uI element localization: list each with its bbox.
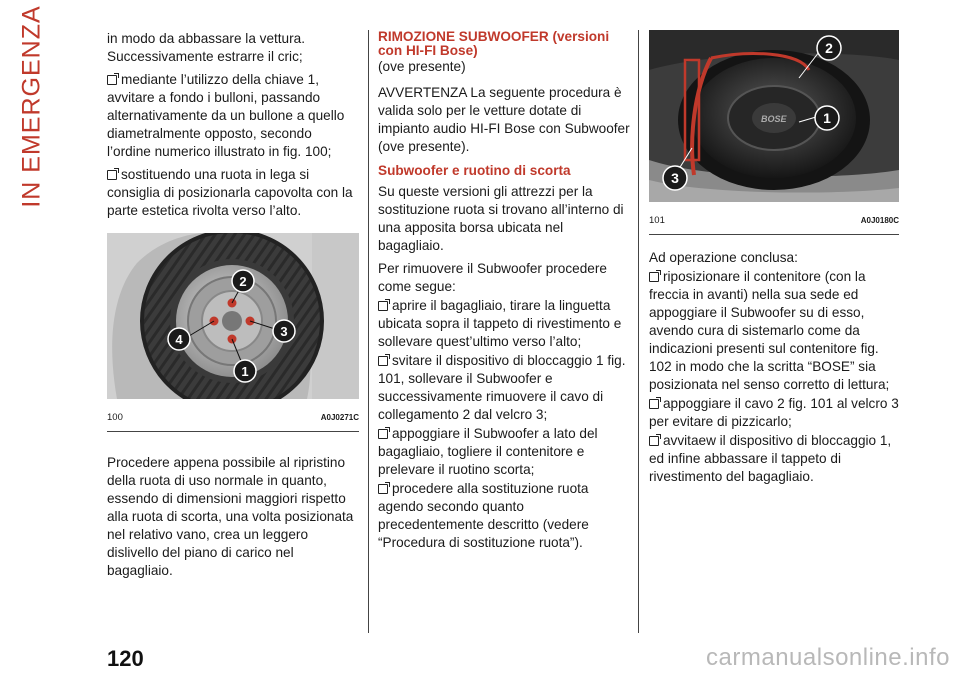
callout-3: [273, 320, 295, 342]
checkbox-bullet-icon: [649, 272, 659, 282]
section-heading: RIMOZIONE SUBWOOFER (versioni con HI-FI Bose): [378, 29, 610, 58]
bullet-item: svitare il dispositivo di bloccaggio 1 fig. 101, sollevare il Subwoofer e successivamente rimuovere il cavo di collegamento 2 dal velcro 3;: [378, 353, 626, 422]
column-divider: [368, 30, 369, 633]
checkbox-bullet-icon: [378, 429, 388, 439]
subheading-note: (ove presente): [378, 59, 466, 74]
bullet-item: mediante l’utilizzo della chiave 1, avvitare a fondo i bulloni, passando alternativamente da un bullone a quello diametralmente opposto, secondo l’ordine numerico illustrato in fig. 100;: [107, 72, 345, 159]
figure-caption: [107, 409, 359, 432]
figure-100: [107, 233, 359, 432]
column-3: [649, 30, 899, 491]
svg-text:4: 4: [175, 332, 183, 347]
callout-2: [232, 270, 254, 292]
figure-101: [649, 30, 899, 235]
column-divider: [638, 30, 639, 633]
svg-text:1: 1: [823, 110, 831, 126]
svg-text:2: 2: [825, 40, 833, 56]
bose-brand-text: BOSE: [761, 114, 787, 124]
svg-text:3: 3: [280, 324, 288, 339]
svg-text:2: 2: [239, 274, 247, 289]
watermark: carmanualsonline.info: [706, 644, 950, 671]
callout-2: [817, 36, 841, 60]
paragraph: Ad operazione conclusa:: [649, 250, 798, 265]
column-1: [107, 30, 359, 585]
callout-4: [168, 328, 190, 350]
bullet-item: aprire il bagagliaio, tirare la linguetta ubicata sopra il tappeto di rivestimento e sollevare quest’ultimo verso l’alto;: [378, 298, 622, 349]
svg-text:3: 3: [671, 170, 679, 186]
figure-code: A0J0271C: [320, 413, 359, 422]
bullet-item: appoggiare il Subwoofer a lato del bagagliaio, togliere il contenitore e prelevare il ruotino scorta;: [378, 426, 598, 477]
callout-1: [234, 360, 256, 382]
checkbox-bullet-icon: [378, 301, 388, 311]
checkbox-bullet-icon: [107, 170, 117, 180]
page-number: 120: [107, 646, 144, 671]
figure-number: 100: [107, 412, 123, 423]
checkbox-bullet-icon: [378, 484, 388, 494]
bullet-item: sostituendo una ruota in lega si consiglia di posizionarla capovolta con la parte estetica rivolta verso l’alto.: [107, 167, 353, 218]
paragraph: Procedere appena possibile al ripristino della ruota di uso normale in quanto, essendo di dimensioni maggiori rispetto alla ruota di scorta, una volta posizionata nel relativo vano, crea un leggero dislivello del piano di carico nel bagagliaio.: [107, 455, 354, 578]
svg-text:1: 1: [241, 364, 249, 379]
paragraph: Per rimuovere il Subwoofer procedere come segue:: [378, 261, 607, 294]
section-side-label: IN EMERGENZA: [17, 5, 46, 208]
bullet-item: appoggiare il cavo 2 fig. 101 al velcro 3 per evitare di pizzicarlo;: [649, 396, 899, 429]
subsection-heading: Subwoofer e ruotino di scorta: [378, 163, 571, 178]
callout-1: [815, 106, 839, 130]
subwoofer-illustration: [649, 30, 899, 202]
paragraph: Su queste versioni gli attrezzi per la sostituzione ruota si trovano all’interno di una apposita borsa ubicata nel bagagliaio.: [378, 184, 624, 253]
warning-note: AVVERTENZA La seguente procedura è valida solo per le vetture dotate di impianto audio HI-FI Bose con Subwoofer (ove presente).: [378, 85, 630, 154]
checkbox-bullet-icon: [378, 356, 388, 366]
bullet-item: riposizionare il contenitore (con la freccia in avanti) nella sua sede ed appoggiare il Subwoofer su di esso, avendo cura di sistemarlo come da indicazioni presenti sul contenitore fig. 102 in modo che la scritta “BOSE” sia posizionata nel senso corretto di lettura;: [649, 269, 890, 392]
checkbox-bullet-icon: [107, 75, 117, 85]
callout-3: [663, 166, 687, 190]
figure-caption: [649, 212, 899, 235]
figure-number: 101: [649, 215, 665, 226]
bullet-item: procedere alla sostituzione ruota agendo secondo quanto precedentemente descritto (vedere “Procedura di sostituzione ruota”).: [378, 481, 589, 550]
paragraph: in modo da abbassare la vettura. Successivamente estrarre il cric;: [107, 31, 305, 64]
bullet-item: avvitaew il dispositivo di bloccaggio 1, ed infine abbassare il tappeto di rivestimento del bagagliaio.: [649, 433, 892, 484]
wheel-bolts-illustration: [107, 233, 359, 399]
checkbox-bullet-icon: [649, 399, 659, 409]
column-2: [378, 30, 630, 557]
checkbox-bullet-icon: [649, 436, 659, 446]
figure-code: A0J0180C: [860, 216, 899, 225]
